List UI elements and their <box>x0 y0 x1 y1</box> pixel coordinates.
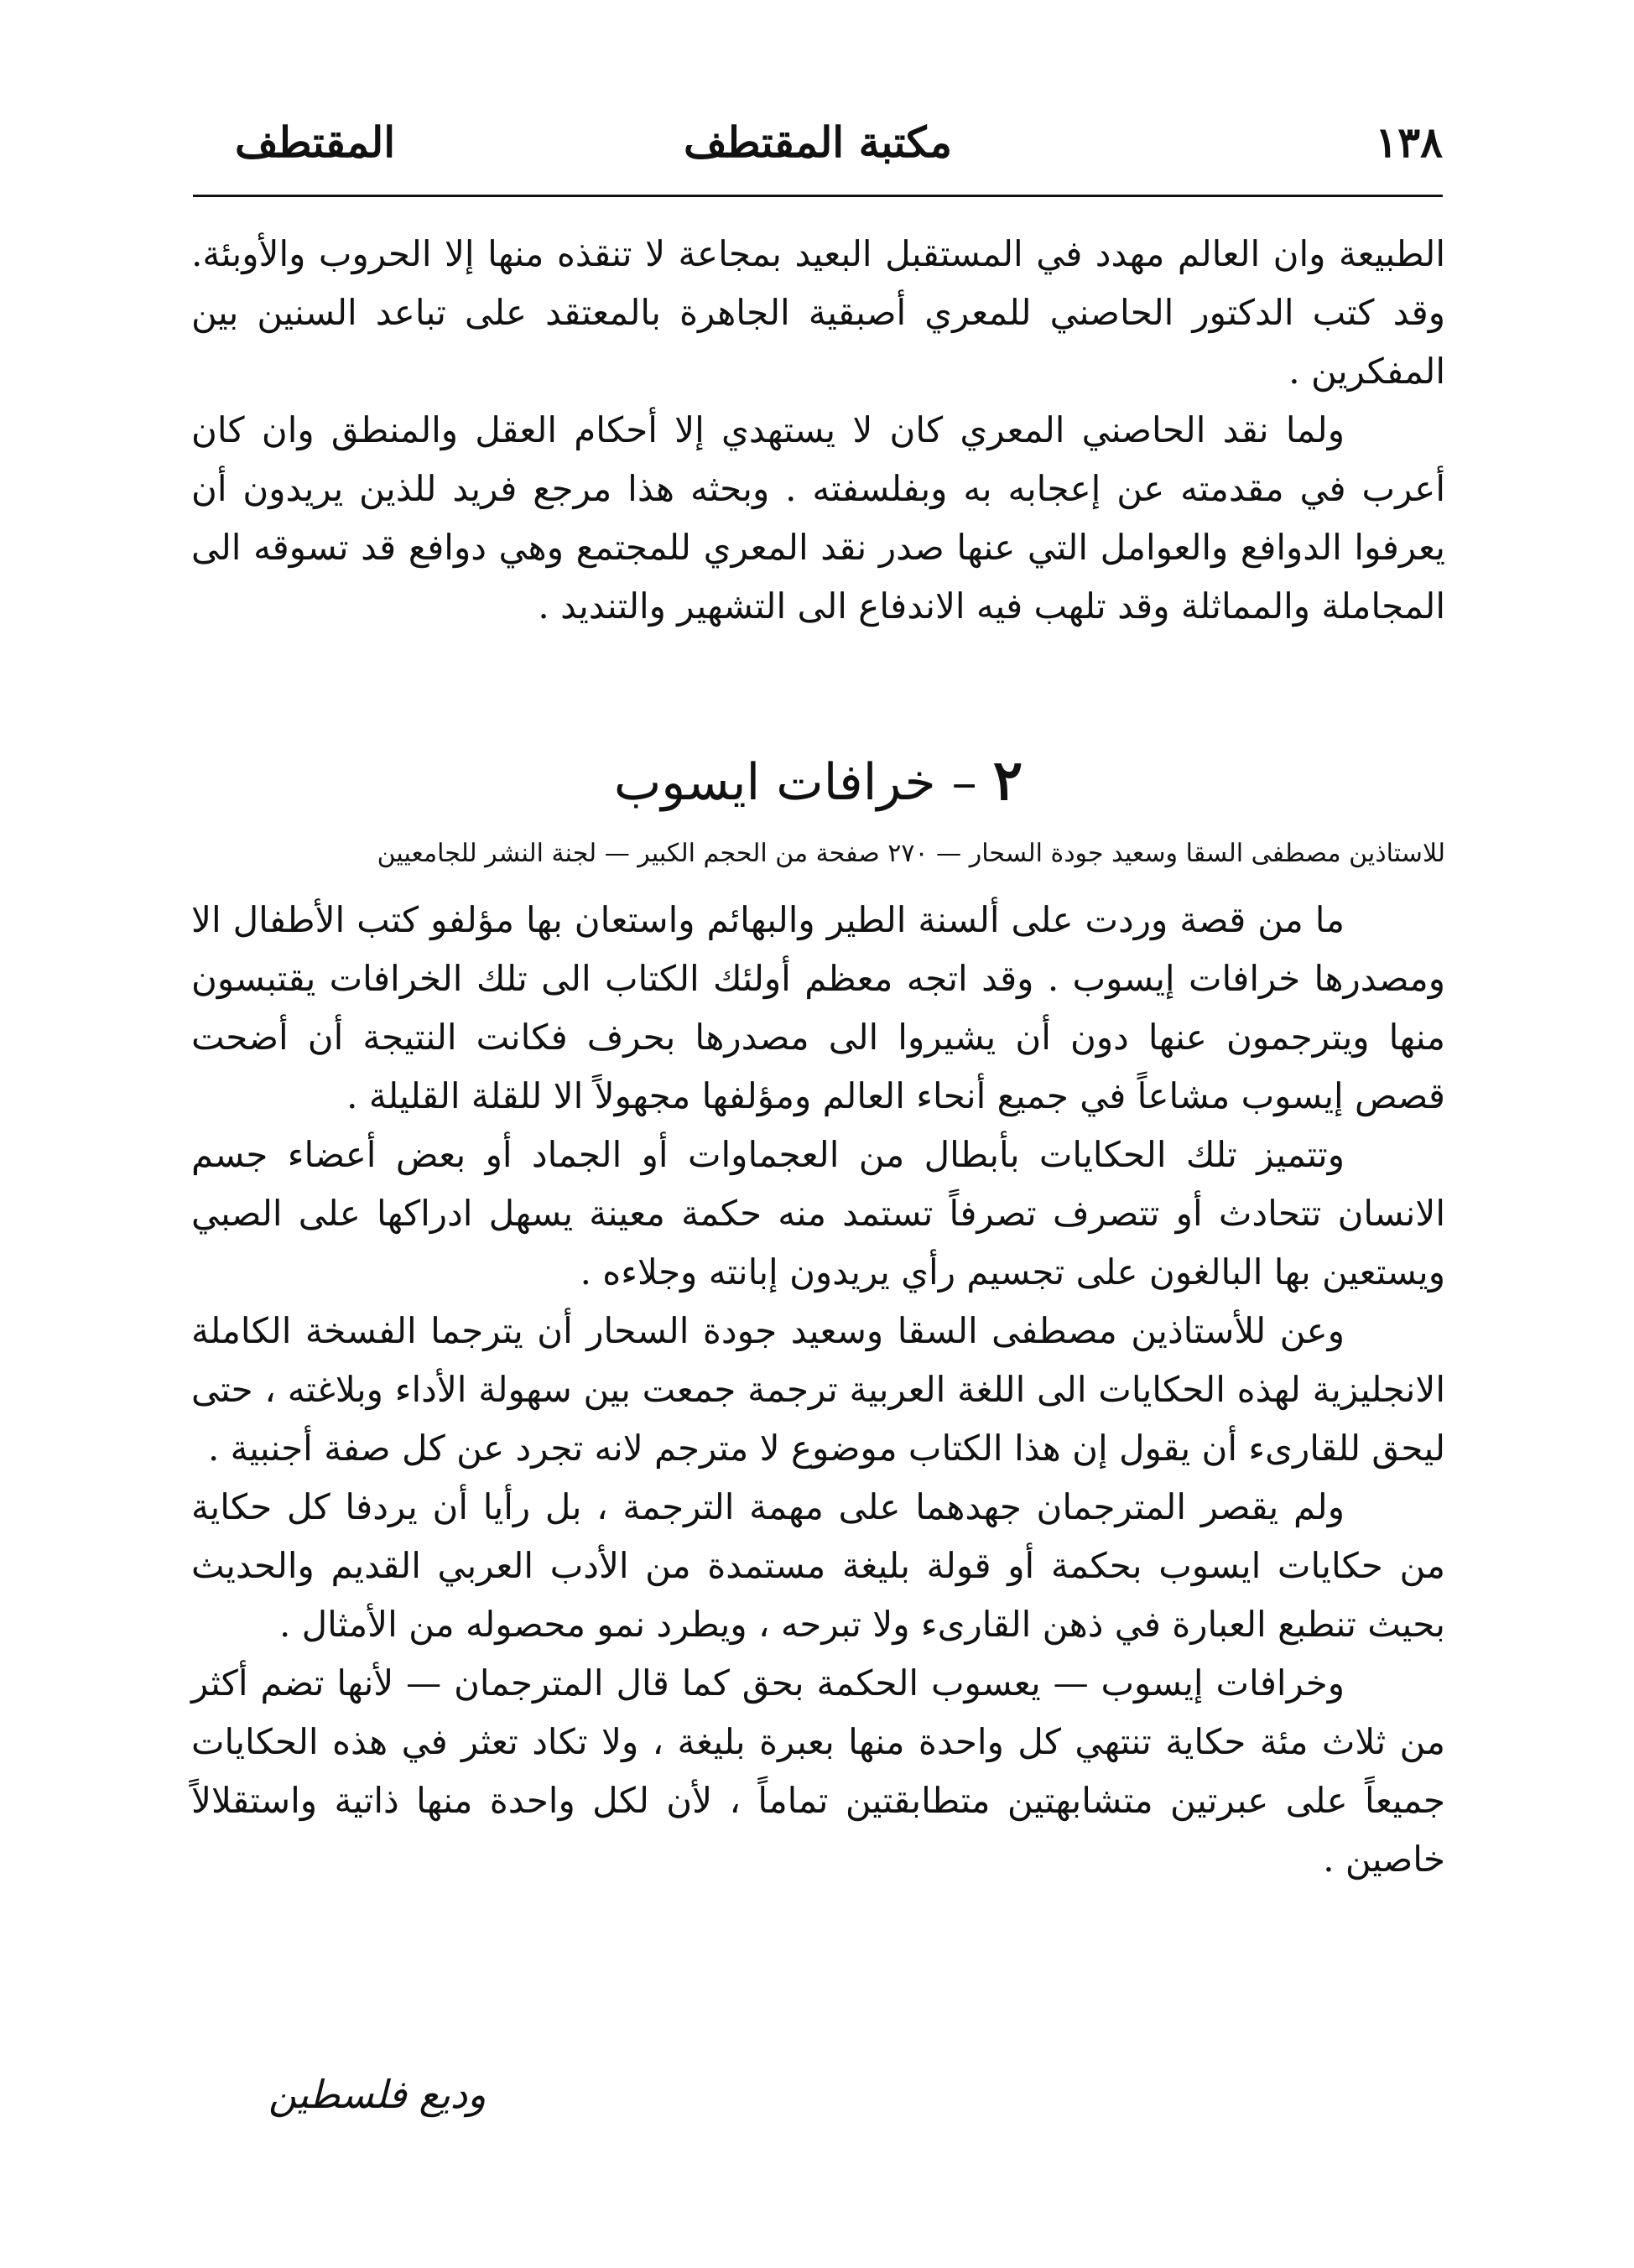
journal-name: المقتطف <box>235 117 396 167</box>
intro-paragraph-2: ولما نقد الحاصني المعري كان لا يستهدي إلا أحكام العقل والمنطق وان كان أعرب في مقدمته عن إعجابه به وبفلسفته . وبحثه هذا مرجع فريد للذين يريدون أن يعرفوا الدوافع والعوامل التي عنها صدر نقد المعري للمجتمع وهي دوافع قد تسوقه الى المجاملة والمماثلة وقد تلهب فيه الاندفاع الى التشهير والتنديد . <box>191 409 1445 627</box>
section-heading: مكتبة المقتطف <box>684 117 952 167</box>
header-divider <box>193 195 1443 197</box>
intro-text <box>191 225 1445 636</box>
section-number: ٢ <box>992 747 1023 813</box>
review-text <box>191 891 1445 1889</box>
review-paragraph-1: ما من قصة وردت على ألسنة الطير والبهائم واستعان بها مؤلفو كتب الأطفال الا ومصدرها خرافات إيسوب . وقد اتجه معظم أولئك الكتاب الى تلك الخرافات يقتبسون منها ويترجمون عنها دون أن يشيروا الى مصدرها بحرف فكانت النتيجة أن أضحت قصص إيسوب مشاعاً في جميع أنحاء العالم ومؤلفها مجهولاً الا للقلة القليلة . <box>191 899 1445 1116</box>
review-paragraph-3: وعن للأستاذين مصطفى السقا وسعيد جودة السحار أن يترجما الفسخة الكاملة الانجليزية لهذه الحكايات الى اللغة العربية ترجمة جمعت بين سهولة الأداء وبلاغته ، حتى ليحق للقارىء أن يقول إن هذا الكتاب موضوع لا مترجم لانه تجرد عن كل صفة أجنبية . <box>191 1310 1445 1469</box>
page-number: ١٣٨ <box>1375 117 1443 167</box>
review-paragraph-5: وخرافات إيسوب — يعسوب الحكمة بحق كما قال المترجمان — لأنها تضم أكثر من ثلاث مئة حكاية تنتهي كل واحدة منها بعبرة بليغة ، ولا تكاد تعثر في هذه الحكايات جميعاً على عبرتين متشابهتين متطابقتين تماماً ، لأن لكل واحدة منها ذاتية واستقلالاً خاصين . <box>191 1662 1445 1880</box>
section-dash: – <box>951 753 977 812</box>
running-head <box>193 109 1443 176</box>
bibliographic-line: للاستاذين مصطفى السقا وسعيد جودة السحار — ٢٧٠ صفحة من الحجم الكبير — لجنة النشر للجامعيين <box>377 839 1445 868</box>
review-paragraph-4: ولم يقصر المترجمان جهدهما على مهمة الترجمة ، بل رأيا أن يردفا كل حكاية من حكايات ايسوب بحكمة أو قولة بليغة مستمدة من الأدب العربي القديم والحديث بحيث تنطبع العبارة في ذهن القارىء ولا تبرحه ، ويطرد نمو محصوله من الأمثال . <box>191 1486 1445 1645</box>
intro-paragraph-1: الطبيعة وان العالم مهدد في المستقبل البعيد بمجاعة لا تنقذه منها إلا الحروب والأوبئة. وقد كتب الدكتور الحاصني للمعري أصبقية الجاهرة بالمعتقد على تباعد السنين بين المفكرين . <box>191 233 1445 392</box>
review-paragraph-2: وتتميز تلك الحكايات بأبطال من العجماوات أو الجماد أو بعض أعضاء جسم الانسان تتحادث أو تتصرف تصرفاً تستمد منه حكمة معينة يسهل ادراكها على الصبي ويستعين بها البالغون على تجسيم رأي يريدون إبانته وجلاءه . <box>191 1134 1445 1293</box>
section-title-text: خرافات ايسوب <box>613 753 936 812</box>
section-title <box>191 742 1445 820</box>
author-signature: وديع فلسطين <box>268 2072 487 2117</box>
